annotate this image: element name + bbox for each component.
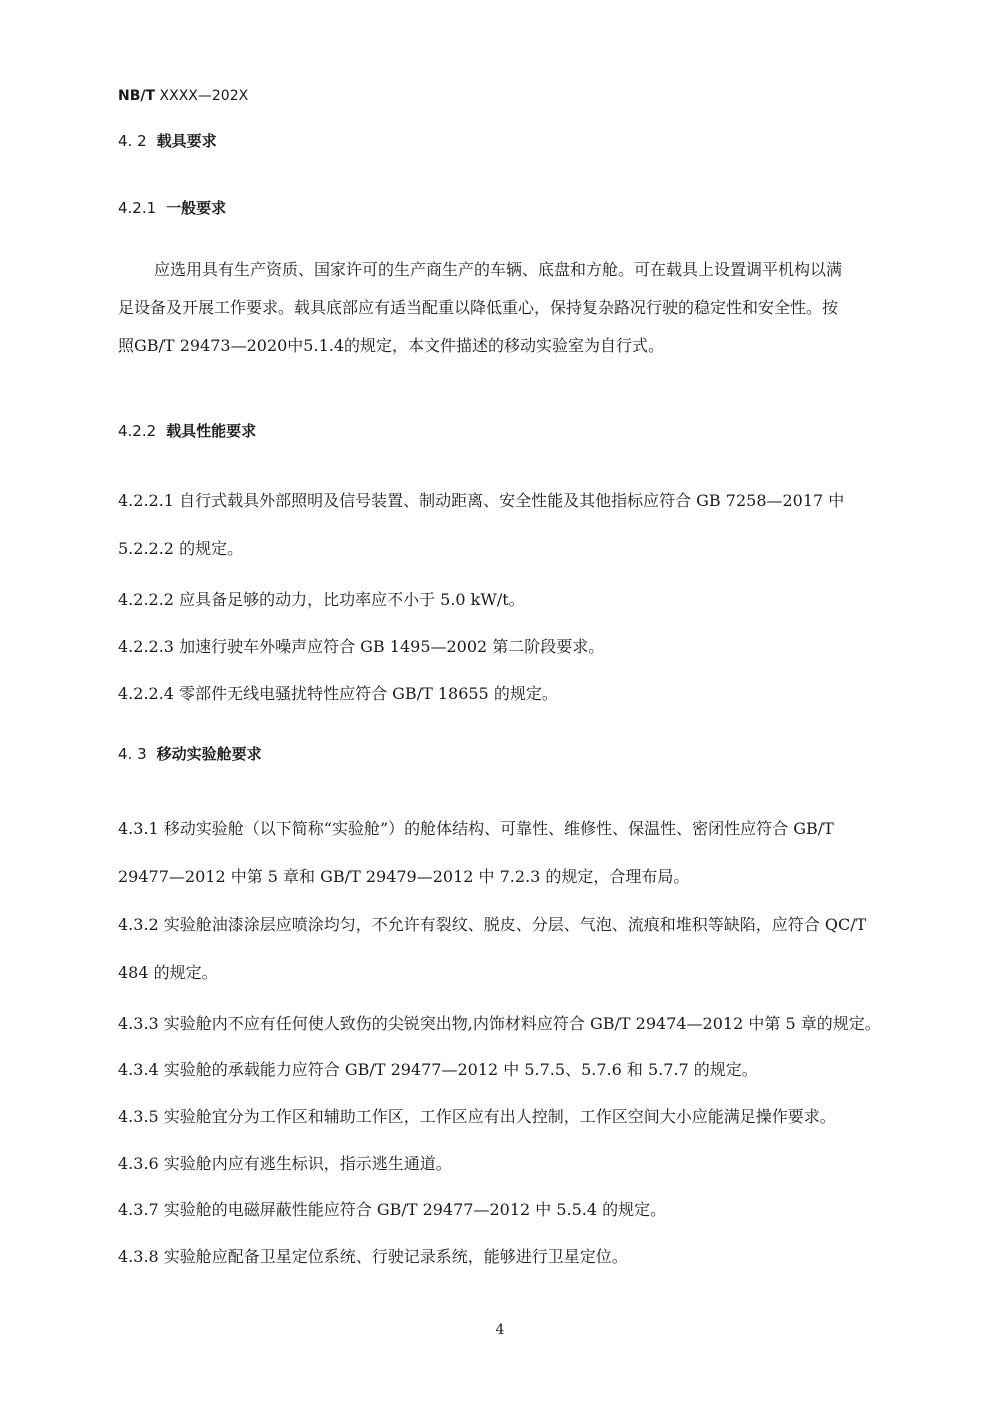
clause-line: 29477—2012 中第 5 章和 GB/T 29479—2012 中 7.2.3 的规定，合理布局。 xyxy=(118,867,690,886)
paragraph-line: 足设备及开展工作要求。载具底部应有适当配重以降低重心，保持复杂路况行驶的稳定性和安全性。按 xyxy=(118,298,839,317)
clause-4-3-3: 4.3.3 实验舱内不应有任何使人致伤的尖锐突出物,内饰材料应符合 GB/T 29474—2012 中第 5 章的规定。 xyxy=(118,1014,881,1033)
clause-line: 4.3.2 实验舱油漆涂层应喷涂均匀，不允许有裂纹、脱皮、分层、气泡、流痕和堆积等缺陷，应符合 QC/T xyxy=(118,915,867,934)
section-number: 4. 3 xyxy=(118,745,147,763)
clause-4-3-6: 4.3.6 实验舱内应有逃生标识，指示逃生通道。 xyxy=(118,1154,452,1173)
section-title: 移动实验舱要求 xyxy=(156,745,262,763)
clause-4-3-1 xyxy=(118,810,904,896)
clause-4-2-2-2: 4.2.2.2 应具备足够的动力，比功率应不小于 5.0 kW/t。 xyxy=(118,590,525,609)
section-number: 4.2.1 xyxy=(118,199,157,217)
clause-4-3-4: 4.3.4 实验舱的承载能力应符合 GB/T 29477—2012 中 5.7.5、5.7.6 和 5.7.7 的规定。 xyxy=(118,1060,758,1079)
clause-line: 4.3.1 移动实验舱（以下简称“实验舱”）的舱体结构、可靠性、维修性、保温性、密闭性应符合 GB/T xyxy=(118,819,834,838)
section-4-2-1-paragraph xyxy=(118,251,904,365)
paragraph-line: 照GB/T 29473—2020中5.1.4的规定，本文件描述的移动实验室为自行式。 xyxy=(118,336,665,355)
section-4-3-heading xyxy=(118,743,262,764)
section-4-2-1-heading xyxy=(118,197,226,218)
clause-line: 4.2.2.1 自行式载具外部照明及信号装置、制动距离、安全性能及其他指标应符合 GB 7258—2017 中 xyxy=(118,491,845,510)
paragraph-line: 应选用具有生产资质、国家许可的生产商生产的车辆、底盘和方舱。可在载具上设置调平机构以满 xyxy=(154,260,843,279)
clause-4-3-7: 4.3.7 实验舱的电磁屏蔽性能应符合 GB/T 29477—2012 中 5.5.4 的规定。 xyxy=(118,1200,667,1219)
section-title: 载具性能要求 xyxy=(166,422,257,440)
document-code-suffix: XXXX—202X xyxy=(155,88,249,104)
clause-4-2-2-3: 4.2.2.3 加速行驶车外噪声应符合 GB 1495—2002 第二阶段要求。 xyxy=(118,637,605,656)
section-4-2-heading xyxy=(118,130,217,151)
document-code xyxy=(118,88,248,104)
section-title: 一般要求 xyxy=(166,199,227,217)
section-title: 载具要求 xyxy=(156,132,217,150)
page-number: 4 xyxy=(495,1322,505,1338)
document-code-prefix: NB/T xyxy=(118,88,156,104)
clause-4-3-2 xyxy=(118,906,904,992)
clause-4-2-2-4: 4.2.2.4 零部件无线电骚扰特性应符合 GB/T 18655 的规定。 xyxy=(118,684,558,703)
section-number: 4.2.2 xyxy=(118,422,157,440)
section-number: 4. 2 xyxy=(118,132,147,150)
clause-4-3-5: 4.3.5 实验舱宜分为工作区和辅助工作区，工作区应有出人控制，工作区空间大小应能满足操作要求。 xyxy=(118,1107,836,1126)
clause-line: 484 的规定。 xyxy=(118,963,218,982)
clause-line: 5.2.2.2 的规定。 xyxy=(118,539,244,558)
clause-4-3-8: 4.3.8 实验舱应配备卫星定位系统、行驶记录系统，能够进行卫星定位。 xyxy=(118,1247,628,1266)
clause-4-2-2-1 xyxy=(118,482,904,568)
section-4-2-2-heading xyxy=(118,420,256,441)
